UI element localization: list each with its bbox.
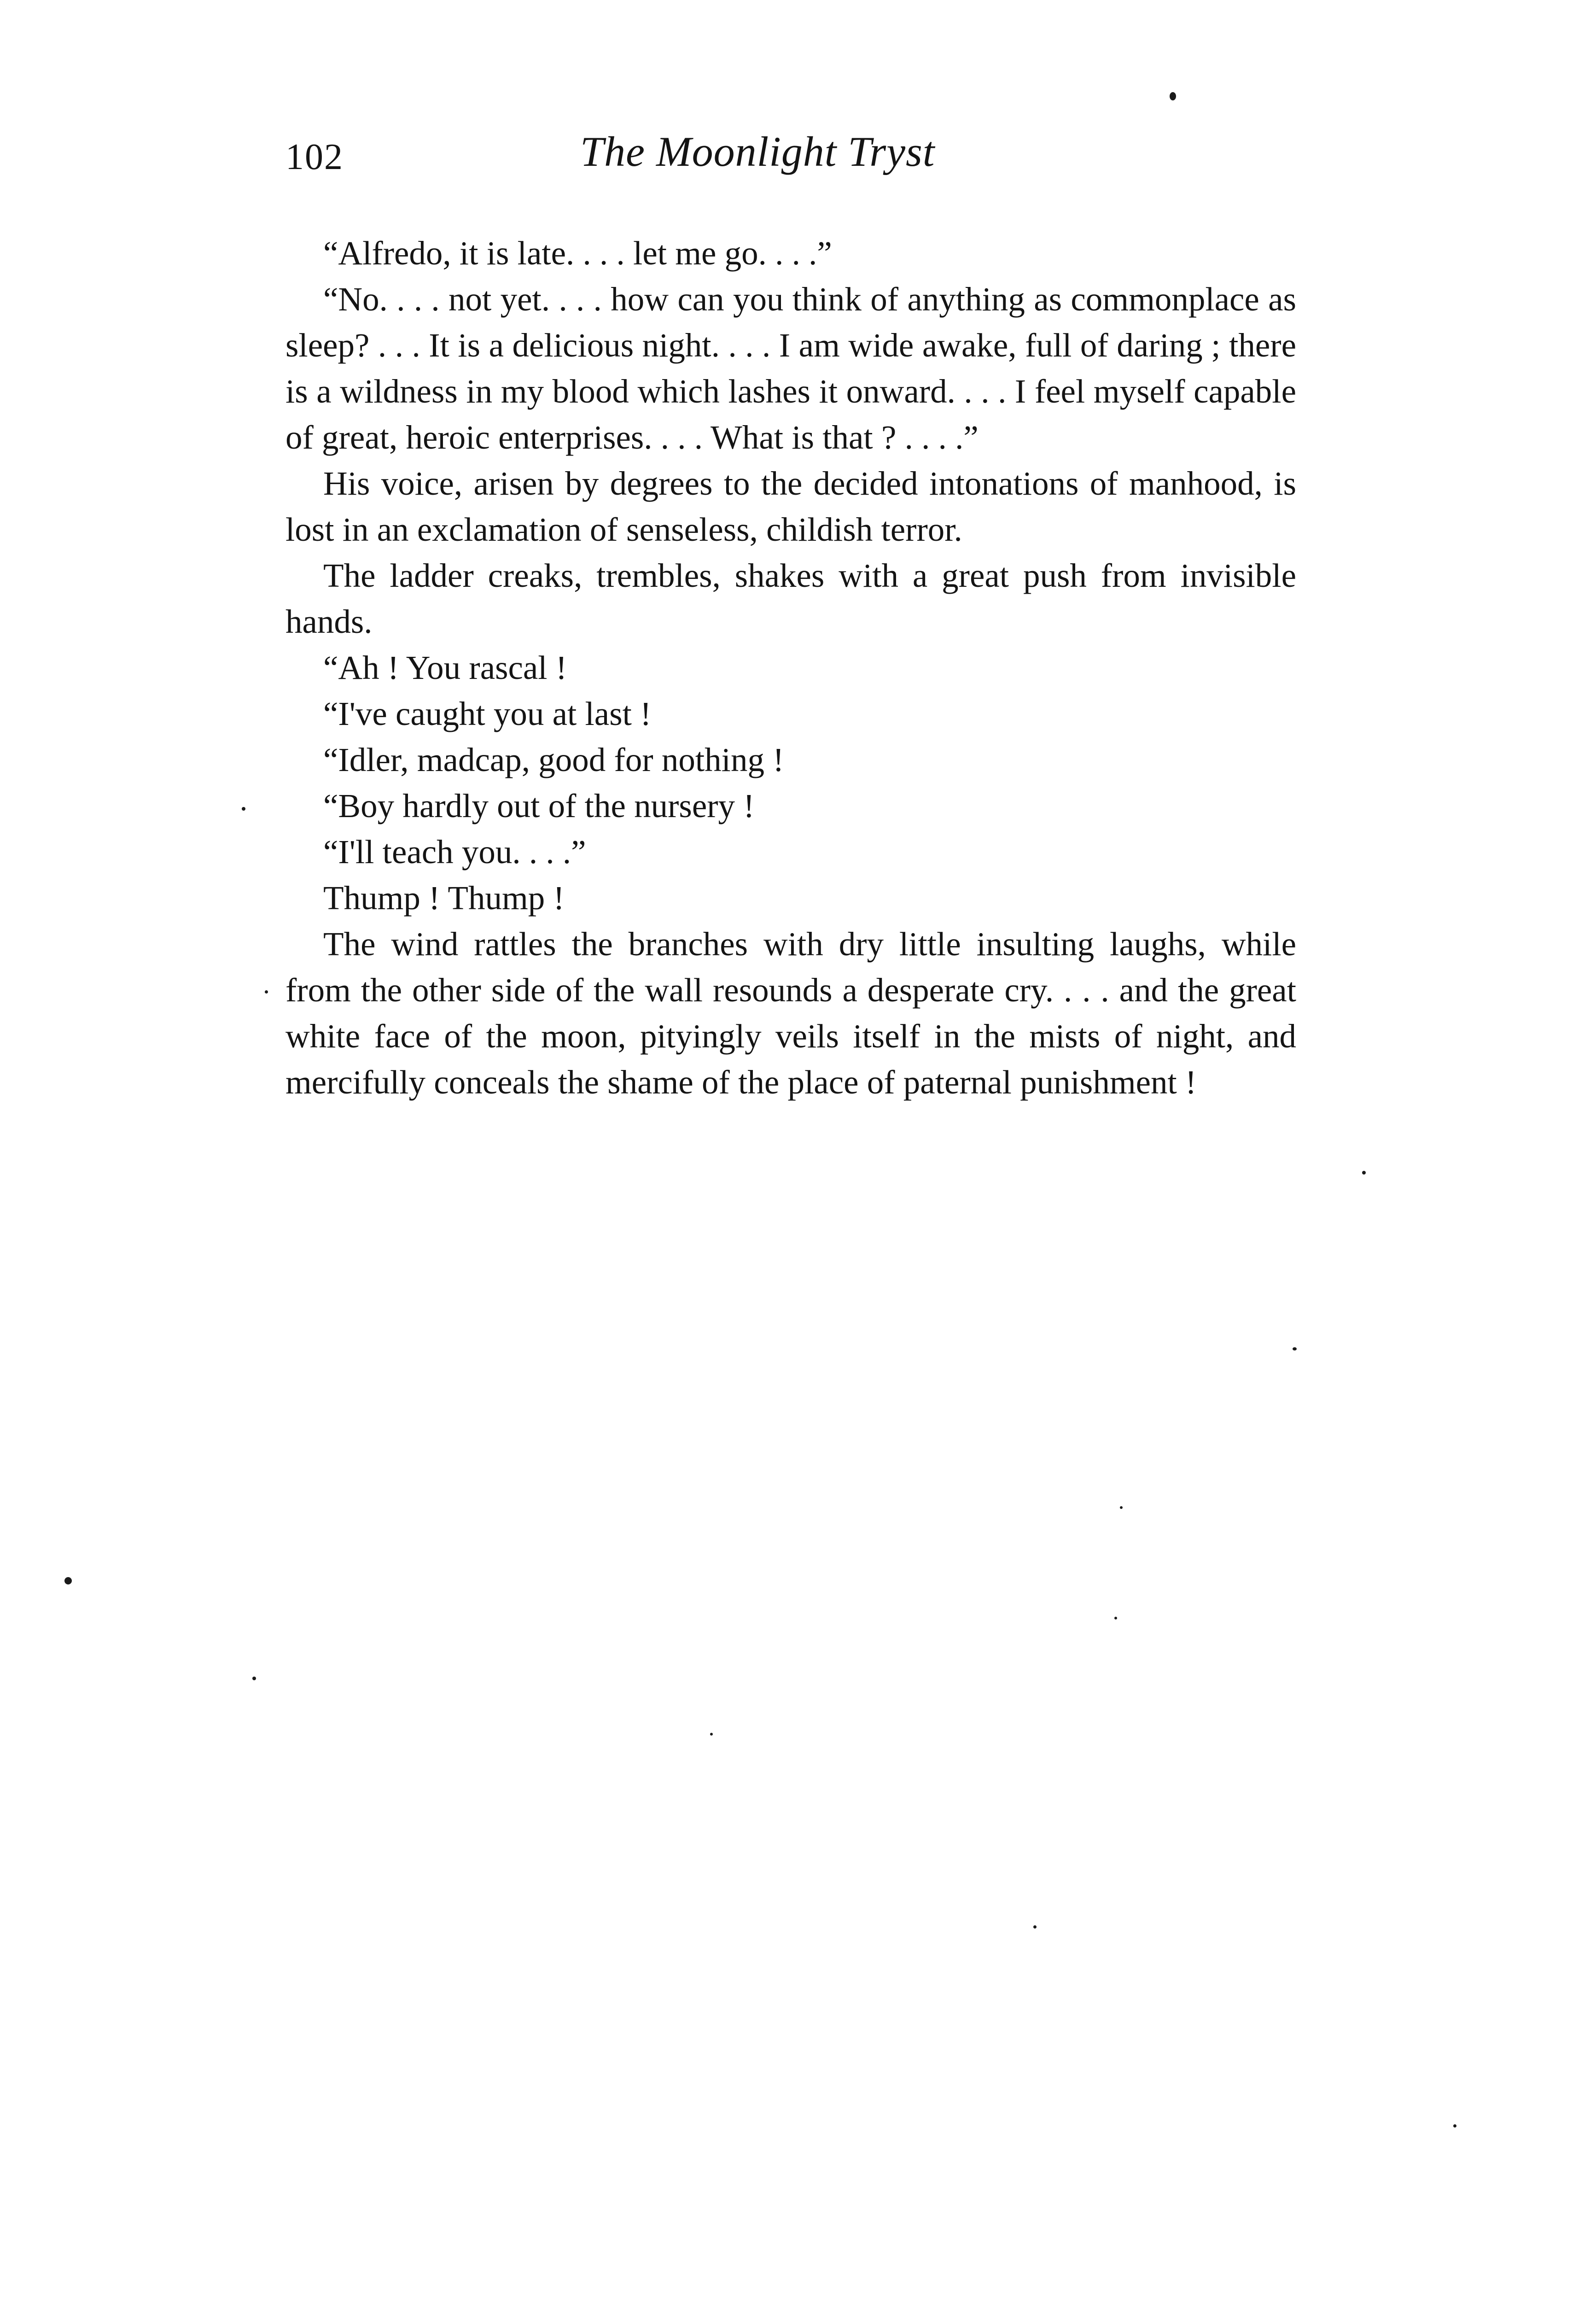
- paragraph-alfredo-reply: “No. . . . not yet. . . . how can you think of anything as commonplace as sleep? . . . It is a delicious night. . . . I am wide awake, full of daring ; there is a wildness in my blood which lashes it onward. . . . I feel myself capable of great, heroic enterprises. . . . What is that ? . . . .”: [285, 281, 1296, 456]
- scan-speck: [1033, 1925, 1037, 1929]
- paragraph-thump: Thump ! Thump !: [323, 879, 565, 917]
- scan-speck: [1362, 1171, 1366, 1175]
- scan-speck: [1453, 2124, 1456, 2128]
- scan-speck: [1293, 1347, 1297, 1350]
- paragraph-teach-you: “I'll teach you. . . .”: [323, 833, 586, 871]
- paragraph-alfredo-plea: “Alfredo, it is late. . . . let me go. . . .”: [323, 234, 832, 272]
- scan-speck: [1170, 92, 1176, 100]
- paragraph-caught-you: “I've caught you at last !: [323, 695, 652, 732]
- scan-speck: [1114, 1617, 1117, 1619]
- story-text: [285, 230, 1296, 1105]
- scan-speck: [1120, 1506, 1123, 1509]
- paragraph-ah-rascal: “Ah ! You rascal !: [323, 649, 567, 686]
- scan-speck: [710, 1733, 713, 1736]
- scan-speck: [265, 990, 268, 994]
- page-number: 102: [285, 137, 344, 177]
- page-header: [285, 127, 1296, 196]
- paragraph-nursery: “Boy hardly out of the nursery !: [323, 787, 755, 824]
- paragraph-voice-terror: His voice, arisen by degrees to the decided intonations of manhood, is lost in an exclamation of senseless, childish terror.: [285, 465, 1296, 548]
- paragraph-wind-moon: The wind rattles the branches with dry little insulting laughs, while from the other side of the wall resounds a desperate cry. . . . and the great white face of the moon, pityingly veils itself in the mists of night, and mercifully conceals the shame of the place of paternal punishment !: [285, 925, 1296, 1101]
- paragraph-ladder: The ladder creaks, trembles, shakes with a great push from invisible hands.: [285, 557, 1296, 640]
- scan-speck: [252, 1677, 256, 1680]
- running-title: The Moonlight Tryst: [580, 128, 935, 175]
- scan-speck: [64, 1577, 72, 1584]
- scan-speck: [242, 807, 245, 811]
- paragraph-idler: “Idler, madcap, good for nothing !: [323, 741, 784, 778]
